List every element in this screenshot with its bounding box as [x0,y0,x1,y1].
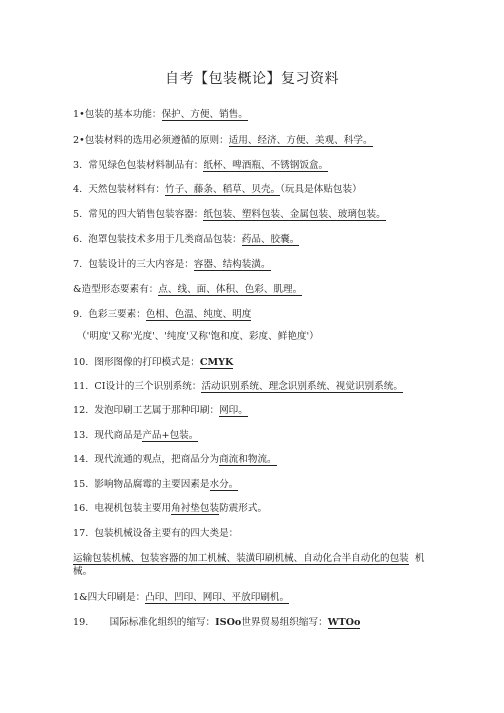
item-number: 7. [73,259,83,270]
list-item [73,503,267,515]
list-item [73,430,198,442]
item-label: 图形图像的打印模式是： [94,357,200,368]
item-answer: 运输包装机械、包装容器的加工机械、装潢印刷机械、自动化合半自动化的包装 [73,553,409,564]
item-note [77,331,319,343]
item-answer: 纸杯、啤酒瓶、不锈钢饭盒。 [203,160,329,171]
item-answer: 适用、经济、方便、美观、科学。 [228,135,373,146]
item-tail: 防震形式。 [219,503,268,514]
item-number: 12. [73,405,89,416]
list-item [73,259,271,271]
item-continuation [73,566,92,578]
item-number: 15. [73,479,89,490]
list-item [73,479,238,491]
item-answer: ISOo [215,617,242,628]
item-number: & [73,284,82,295]
item-number: 9. [73,309,83,320]
item-label: 造型形态要素有： [81,284,159,295]
list-item [73,209,386,221]
item-answer: 水分。 [209,479,239,490]
item-number: 6. [73,234,83,245]
item-label: 国际标准化组织的缩写： [109,617,216,628]
item-label: 包装机械设备主要有的四大类是： [94,528,239,539]
item-label: 包装设计的三大内容是： [88,259,194,270]
item-continuation [73,553,424,565]
list-item [73,284,302,296]
item-answer: 纸包装、塑料包装、金属包装、玻璃包装。 [203,209,386,220]
item-number: 10. [73,357,89,368]
item-tail: 机 [414,553,425,564]
item-label: CI设计的三个识别系统： [94,381,202,392]
item-label: 包装的基本功能： [84,109,162,120]
item-number: 4. [73,184,83,195]
item-number: 3. [73,160,83,171]
list-item [73,234,299,246]
item-label: 发泡印刷工艺属于那种印刷： [94,405,220,416]
item-number: 14. [73,454,89,465]
item-answer: 保护、方便、销售。 [161,109,248,120]
item-extra: （玩具是体贴包装） [280,184,362,195]
list-item [73,160,328,172]
item-number: 1& [73,592,88,603]
list-item [73,309,251,321]
item-label: 世界贸易组织缩写： [241,617,328,628]
page-title: 自考【包装概论】复习资料 [165,71,339,87]
item-answer: 网印。 [219,405,248,416]
list-item [73,617,360,629]
list-item [73,405,248,417]
list-item [73,135,373,147]
item-answer: CMYK [199,357,234,368]
item-label: 现代流通的观点，把商品分为 [94,454,220,465]
item-answer: 容器、结构装潢。 [193,259,271,270]
item-answer: WTOo [327,617,361,628]
item-answer: 商流和物流。 [219,454,277,465]
item-label: 色彩三要素： [88,309,146,320]
item-number: 1• [73,109,85,120]
item-label: 四大印刷是： [87,592,146,603]
item-number: 13. [73,430,89,441]
item-answer: 竹子、藤条、稻草、贝壳。 [165,184,281,195]
item-note-text: （'明度'又称'光度'、'纯度'又称'饱和度、彩度、鲜艳度'） [77,331,319,342]
item-label: 天然包装材料有： [88,184,166,195]
list-item [73,357,233,369]
item-label: 常见的四大销售包装容器： [88,209,204,220]
list-item [73,381,403,393]
list-item [73,454,277,466]
item-label: 影响物品腐霉的主要因素是 [94,479,210,490]
item-answer: 角衬垫包装 [171,503,220,514]
list-item [73,528,238,540]
list-item [73,592,289,604]
item-answer: 活动识别系统、理念识别系统、视觉识别系统。 [201,381,403,392]
item-number: 5. [73,209,83,220]
item-label: 电视机包装主要用 [94,503,172,514]
item-answer: 色相、色温、纯度、明度 [145,309,252,320]
item-number: 17. [73,528,89,539]
item-number: 2• [73,135,85,146]
item-answer: 凸印、凹印、网印、平放印刷机。 [145,592,290,603]
item-label: 包装材料的选用必须遵循的原则： [84,135,229,146]
item-number: 19. [73,617,89,628]
item-number: 11. [73,381,89,392]
item-label: 现代商品是 [94,430,143,441]
list-item [73,109,248,121]
item-answer: 产品+包装。 [142,430,199,441]
item-label: 泡罩包装技术多用于几类商品包装： [88,234,242,245]
item-answer: 药品、胶囊。 [241,234,300,245]
item-tail: 械。 [73,566,93,577]
item-answer: 点、线、面、体积、色彩、肌理。 [158,284,303,295]
list-item [73,184,362,196]
item-number: 16. [73,503,89,514]
item-label: 常见绿色包装材料制品有： [88,160,204,171]
